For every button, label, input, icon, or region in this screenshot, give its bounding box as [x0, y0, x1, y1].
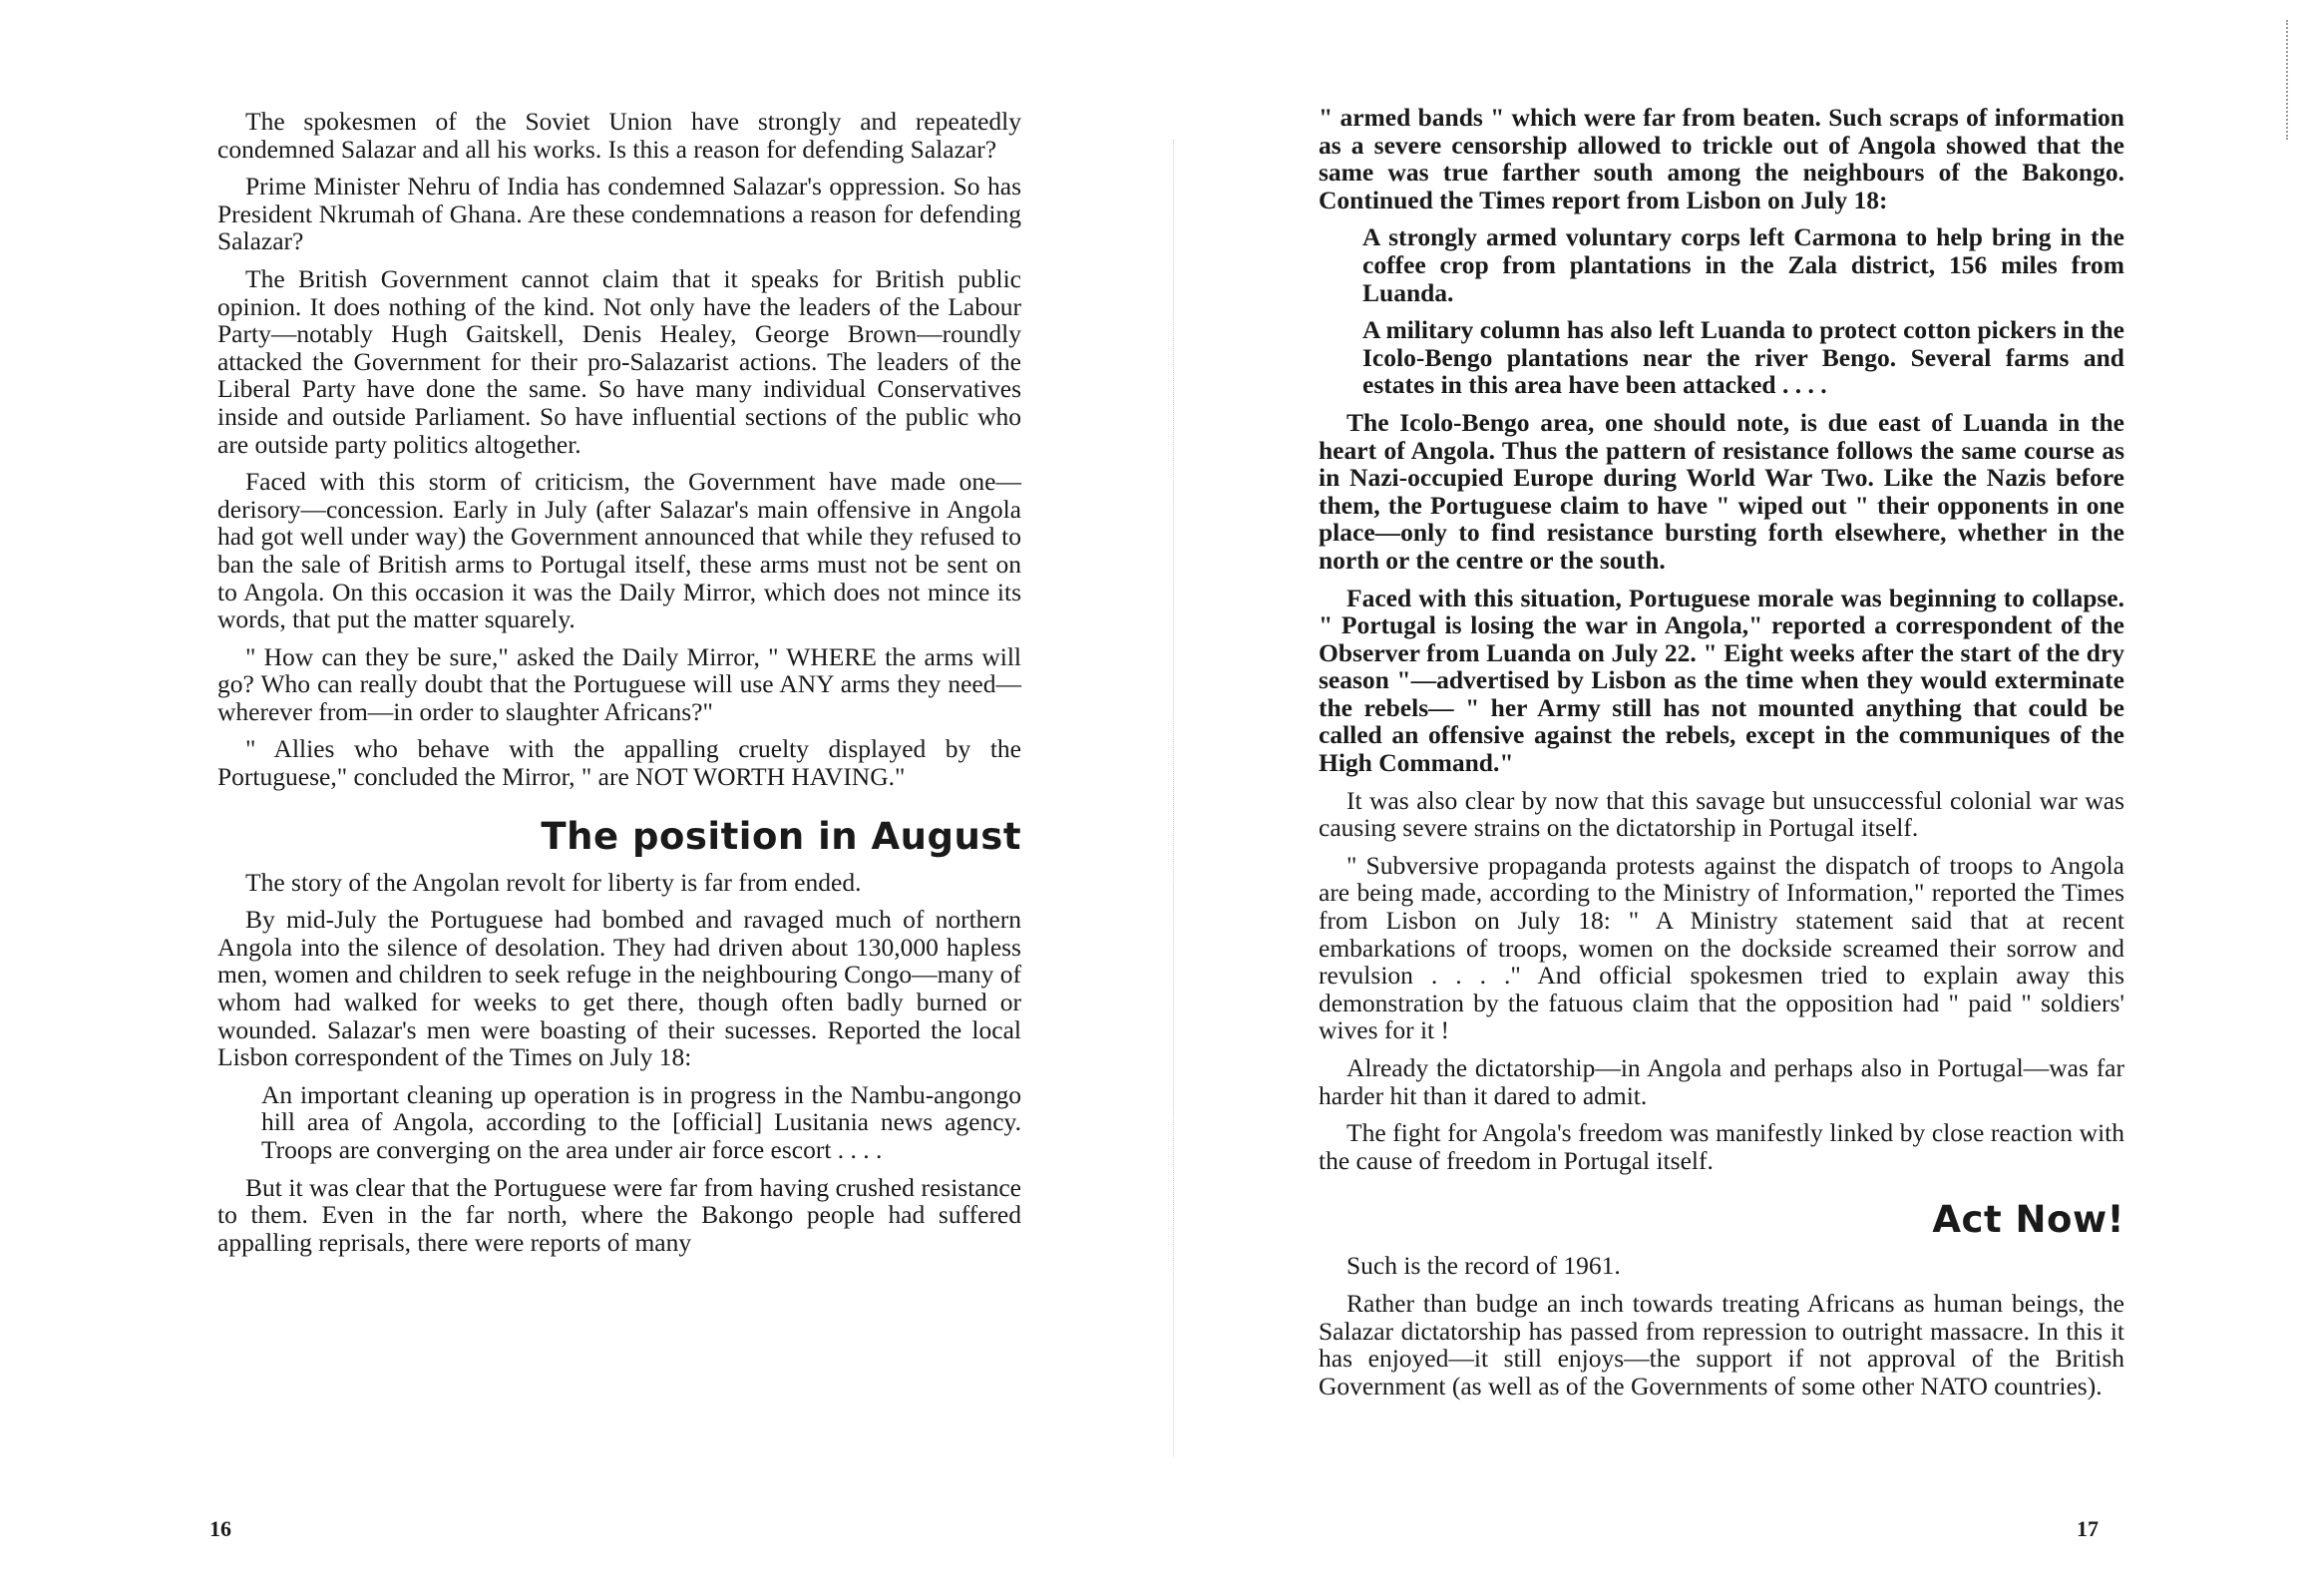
paragraph: " Subversive propaganda protests against the dispatch of troops to Angola are being made, according to the Ministry of Information," reported the Times from Lisbon on July 18: " A Ministry statement said that at recent embarkations of troops, women on the dockside screamed their sorrow and revulsion . . . ." And official spokesmen tried to explain away this demonstration by the fatuous claim that the opposition had " paid " soldiers' wives for it ! [1319, 850, 2124, 1045]
left-page-column [217, 108, 1021, 1266]
paragraph: The Icolo-Bengo area, one should note, is due east of Luanda in the heart of Angola. Thus the pattern of resistance follows the same course as in Nazi-occupied Europe during World War Two. Like the Nazis before them, the Portuguese claim to have " wiped out " their opponents in one place—only to find resistance bursting forth elsewhere, whether in the north or the centre or the south. [1319, 407, 2124, 575]
right-page [1149, 0, 2298, 1596]
paragraph: By mid-July the Portuguese had bombed and ravaged much of northern Angola into the silence of desolation. They had driven about 130,000 hapless men, women and children to seek refuge in the neighbouring Congo—many of whom had walked for weeks to get there, though often badly burned or wounded. Salazar's men were boasting of their sucesses. Reported the local Lisbon correspondent of the Times on July 18: [217, 905, 1021, 1072]
page-number: 16 [209, 1516, 231, 1541]
paragraph: But it was clear that the Portuguese were far from having crushed resistance to them. Even in the far north, where the Bakongo people had suffered appalling reprisals, there were reports of many [217, 1172, 1021, 1257]
section-heading: Act Now! [1932, 1198, 2124, 1242]
section-heading: The position in August [541, 814, 1021, 858]
paragraph: The story of the Angolan revolt for liberty is far from ended. [245, 867, 862, 897]
paragraph: The fight for Angola's freedom was manifestly linked by close reaction with the cause of freedom in Portugal itself. [1319, 1118, 2124, 1175]
paragraph: " How can they be sure," asked the Daily Mirror, " WHERE the arms will go? Who can really doubt that the Portuguese will use ANY arms they need—wherever from—in order to slaughter Africans?" [217, 641, 1021, 726]
page-number: 17 [2077, 1516, 2099, 1541]
paragraph: " armed bands " which were far from beaten. Such scraps of information as a severe censorship allowed to trickle out of Angola showed that the same was true farther south among the neighbours of the Bakongo. Continued the Times report from Lisbon on July 18: [1319, 103, 2124, 214]
paragraph: Already the dictatorship—in Angola and perhaps also in Portugal—was far harder hit than it dared to admit. [1319, 1053, 2124, 1110]
paragraph: The British Government cannot claim that it speaks for British public opinion. It does nothing of the kind. Not only have the leaders of the Labour Party—notably Hugh Gaitskell, Denis Healey, George Brown—roundly attacked the Government for their pro-Salazarist actions. The leaders of the Liberal Party have done the same. So have many individual Conservatives inside and outside Parliament. So have influential sections of the public who are outside party politics altogether. [217, 263, 1021, 459]
paragraph: " Allies who behave with the appalling cruelty displayed by the Portuguese," concluded the Mirror, " are NOT WORTH HAVING." [217, 734, 1021, 792]
right-page-column [1319, 104, 2124, 1409]
block-quote: An important cleaning up operation is in progress in the Nambu-angongo hill area of Angola, according to the [official] Lusitania news agency. Troops are converging on the area under air force escort . . . . [261, 1079, 1021, 1164]
paragraph: The spokesmen of the Soviet Union have strongly and repeatedly condemned Salazar and all his works. Is this a reason for defending Salazar? [217, 107, 1021, 164]
paragraph: It was also clear by now that this savage but unsuccessful colonial war was causing severe strains on the dictatorship in Portugal itself. [1319, 785, 2124, 843]
paragraph: Faced with this situation, Portuguese morale was beginning to collapse. " Portugal is losing the war in Angola," reported a correspondent of the Observer from Luanda on July 22. " Eight weeks after the start of the dry season "—advertised by Lisbon as the time when they would exterminate the rebels— " her Army still has not mounted anything that could be called an offensive against the rebels, except in the communiques of the High Command." [1319, 583, 2124, 778]
paragraph: Rather than budge an inch towards treating Africans as human beings, the Salazar dictatorship has passed from repression to outright massacre. In this it has enjoyed—it still enjoys—the support if not approval of the British Government (as well as of the Governments of some other NATO countries). [1319, 1288, 2124, 1400]
paragraph: Such is the record of 1961. [1346, 1251, 1621, 1281]
block-quote: A strongly armed voluntary corps left Carmona to help bring in the coffee crop from plantations in the Zala district, 156 miles from Luanda. [1362, 222, 2124, 307]
paragraph: Faced with this storm of criticism, the Government have made one—derisory—concession. Early in July (after Salazar's main offensive in Angola had got well under way) the Government announced that while they refused to ban the sale of British arms to Portugal itself, these arms must not be sent on to Angola. On this occasion it was the Daily Mirror, which does not mince its words, that put the matter squarely. [217, 467, 1021, 634]
paragraph: Prime Minister Nehru of India has condemned Salazar's oppression. So has President Nkrumah of Ghana. Are these condemnations a reason for defending Salazar? [217, 172, 1021, 256]
edge-mark [2286, 20, 2290, 140]
block-quote: A military column has also left Luanda to protect cotton pickers in the Icolo-Bengo plantations near the river Bengo. Several farms and estates in this area have been attacked . . . . [1362, 315, 2124, 400]
